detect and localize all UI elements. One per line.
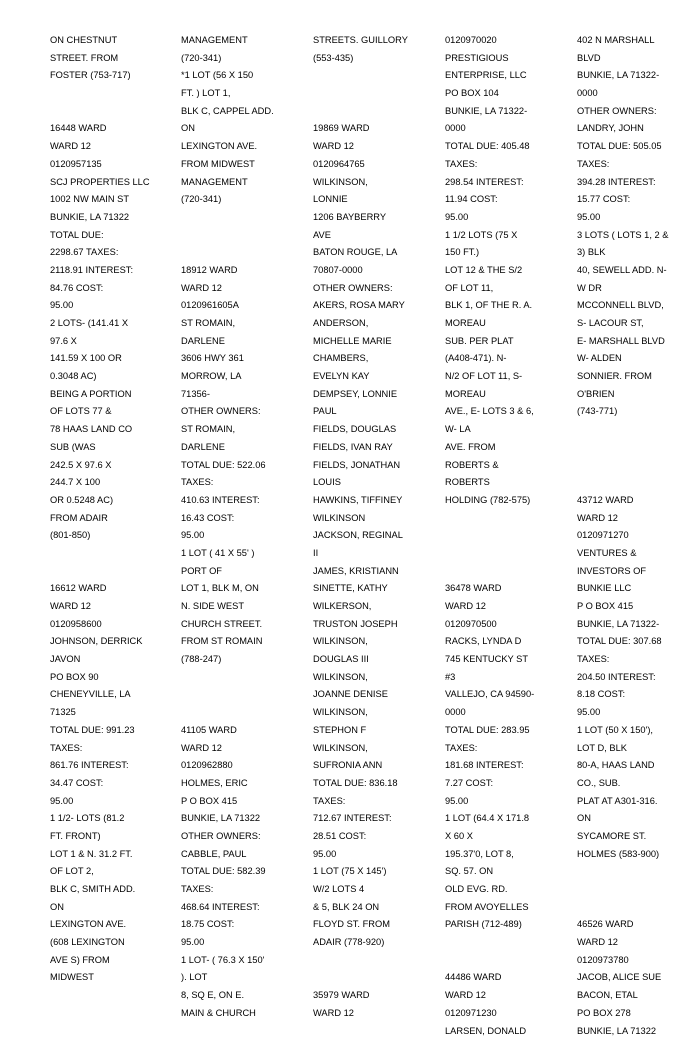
text-line: 16612 WARD [50, 580, 170, 598]
text-line [181, 686, 301, 704]
text-line [50, 103, 170, 121]
text-line: 2298.67 TAXES: [50, 244, 170, 262]
text-line: MANAGEMENT [181, 32, 301, 50]
text-line: 0120971270 [577, 527, 692, 545]
text-line: PORT OF [181, 563, 301, 581]
text-line: AVE. FROM [445, 439, 565, 457]
text-line: FIELDS, JONATHAN [313, 457, 433, 475]
text-line: TAXES: [50, 740, 170, 758]
text-line: CHURCH STREET. [181, 616, 301, 634]
text-line: 36478 WARD [445, 580, 565, 598]
text-line: HAWKINS, TIFFINEY [313, 492, 433, 510]
text-line: BUNKIE, LA 71322 [577, 1023, 692, 1040]
text-line: 394.28 INTEREST: [577, 174, 692, 192]
text-line: WARD 12 [50, 138, 170, 156]
text-line: JOHNSON, DERRICK [50, 633, 170, 651]
text-line: VENTURES & [577, 545, 692, 563]
text-line: ADAIR (778-920) [313, 934, 433, 952]
text-line: 0120970020 [445, 32, 565, 50]
text-line [445, 952, 565, 970]
text-line: TAXES: [577, 156, 692, 174]
text-line: BUNKIE, LA 71322 [50, 209, 170, 227]
text-line: 298.54 INTEREST: [445, 174, 565, 192]
text-line: 0120962880 [181, 757, 301, 775]
text-line: TAXES: [313, 793, 433, 811]
text-column-5 [577, 32, 692, 1040]
text-line [313, 969, 433, 987]
text-line: BUNKIE, LA 71322- [577, 67, 692, 85]
text-line [445, 545, 565, 563]
text-line: OTHER OWNERS: [577, 103, 692, 121]
text-line: TOTAL DUE: 582.39 [181, 863, 301, 881]
text-line: 16.43 COST: [181, 510, 301, 528]
text-line: 8, SQ E, ON E. [181, 987, 301, 1005]
text-line [577, 439, 692, 457]
text-line: ST ROMAIN, [181, 315, 301, 333]
text-line: EVELYN KAY [313, 368, 433, 386]
text-line: 18.75 COST: [181, 916, 301, 934]
text-line: WARD 12 [313, 1005, 433, 1023]
text-line: 95.00 [445, 793, 565, 811]
text-line: WARD 12 [577, 934, 692, 952]
text-line: BUNKIE LLC [577, 580, 692, 598]
text-line: PO BOX 278 [577, 1005, 692, 1023]
text-line: RACKS, LYNDA D [445, 633, 565, 651]
text-line: TOTAL DUE: 522.06 [181, 457, 301, 475]
text-line: LONNIE [313, 191, 433, 209]
text-line: LARSEN, DONALD [445, 1023, 565, 1040]
text-line: W DR [577, 280, 692, 298]
text-line: 1 1/2- LOTS (81.2 [50, 810, 170, 828]
text-line: 95.00 [577, 704, 692, 722]
text-line: 0120973780 [577, 952, 692, 970]
text-line: 861.76 INTEREST: [50, 757, 170, 775]
text-line [313, 67, 433, 85]
text-line: W/2 LOTS 4 [313, 881, 433, 899]
text-line: SQ. 57. ON [445, 863, 565, 881]
text-line: 84.76 COST: [50, 280, 170, 298]
text-line: DARLENE [181, 439, 301, 457]
text-line: LOT D, BLK [577, 740, 692, 758]
text-line: VALLEJO, CA 94590- [445, 686, 565, 704]
text-line: 7.27 COST: [445, 775, 565, 793]
text-line: FT. ) LOT 1, [181, 85, 301, 103]
text-line: 71325 [50, 704, 170, 722]
text-line: E- MARSHALL BLVD [577, 333, 692, 351]
text-line: TAXES: [181, 474, 301, 492]
text-line: 0120971230 [445, 1005, 565, 1023]
text-line: MIDWEST [50, 969, 170, 987]
text-line [577, 457, 692, 475]
text-line [50, 85, 170, 103]
text-line: 46526 WARD [577, 916, 692, 934]
text-line: OF LOTS 77 & [50, 403, 170, 421]
text-line: 78 HAAS LAND CO [50, 421, 170, 439]
text-line [445, 527, 565, 545]
text-line: CHENEYVILLE, LA [50, 686, 170, 704]
text-line: 712.67 INTEREST: [313, 810, 433, 828]
text-line: OTHER OWNERS: [313, 280, 433, 298]
text-line: ROBERTS & [445, 457, 565, 475]
text-line [313, 85, 433, 103]
text-line: BACON, ETAL [577, 987, 692, 1005]
text-line: P O BOX 415 [577, 598, 692, 616]
text-line: 195.37'0, LOT 8, [445, 846, 565, 864]
text-line [577, 421, 692, 439]
text-line: WILKINSON, [313, 704, 433, 722]
text-line: FT. FRONT) [50, 828, 170, 846]
text-line: BLK 1, OF THE R. A. [445, 297, 565, 315]
text-line: 71356- [181, 386, 301, 404]
text-line: WARD 12 [577, 510, 692, 528]
text-line: OR 0.5248 AC) [50, 492, 170, 510]
text-line: 402 N MARSHALL [577, 32, 692, 50]
text-line: LOT 12 & THE S/2 [445, 262, 565, 280]
text-line: STEPHON F [313, 722, 433, 740]
text-line: FROM MIDWEST [181, 156, 301, 174]
text-line: 0120957135 [50, 156, 170, 174]
text-line: TAXES: [445, 156, 565, 174]
text-line [181, 669, 301, 687]
text-line [313, 103, 433, 121]
text-line: ANDERSON, [313, 315, 433, 333]
text-line: SYCAMORE ST. [577, 828, 692, 846]
text-line: BUNKIE, LA 71322 [181, 810, 301, 828]
text-line: 1 LOT ( 41 X 55' ) [181, 545, 301, 563]
text-line: LANDRY, JOHN [577, 120, 692, 138]
text-line: TRUSTON JOSEPH [313, 616, 433, 634]
text-line: 44486 WARD [445, 969, 565, 987]
text-line: 141.59 X 100 OR [50, 350, 170, 368]
text-line: 0000 [445, 120, 565, 138]
text-line: 97.6 X [50, 333, 170, 351]
text-line: BLVD [577, 50, 692, 68]
text-line: 95.00 [445, 209, 565, 227]
text-line: 0120961605A [181, 297, 301, 315]
text-line: 28.51 COST: [313, 828, 433, 846]
text-line: OLD EVG. RD. [445, 881, 565, 899]
text-column-3 [313, 32, 433, 1023]
text-line: ON [50, 899, 170, 917]
text-line: 95.00 [50, 297, 170, 315]
text-line: ). LOT [181, 969, 301, 987]
text-line: S- LACOUR ST, [577, 315, 692, 333]
text-line: FROM ADAIR [50, 510, 170, 528]
text-line: LOT 1 & N. 31.2 FT. [50, 846, 170, 864]
text-line: WARD 12 [181, 280, 301, 298]
text-line: 3606 HWY 361 [181, 350, 301, 368]
text-line: 70807-0000 [313, 262, 433, 280]
text-line: CHAMBERS, [313, 350, 433, 368]
text-line: 204.50 INTEREST: [577, 669, 692, 687]
text-line: DOUGLAS III [313, 651, 433, 669]
text-line: HOLMES, ERIC [181, 775, 301, 793]
text-line [445, 934, 565, 952]
text-line: MOREAU [445, 386, 565, 404]
text-line: FIELDS, DOUGLAS [313, 421, 433, 439]
text-line: X 60 X [445, 828, 565, 846]
text-line: (743-771) [577, 403, 692, 421]
text-line: MICHELLE MARIE [313, 333, 433, 351]
text-line: WARD 12 [50, 598, 170, 616]
text-line: LOUIS [313, 474, 433, 492]
text-line: ST ROMAIN, [181, 421, 301, 439]
text-line: MAIN & CHURCH [181, 1005, 301, 1023]
text-line: SUB. PER PLAT [445, 333, 565, 351]
text-line: WARD 12 [445, 598, 565, 616]
text-line: TAXES: [577, 651, 692, 669]
text-line: 1 LOT (50 X 150'), [577, 722, 692, 740]
text-line: ON [577, 810, 692, 828]
text-line: 1 LOT- ( 76.3 X 150' [181, 952, 301, 970]
text-line: MCCONNELL BLVD, [577, 297, 692, 315]
text-line: BUNKIE, LA 71322- [445, 103, 565, 121]
text-line: (608 LEXINGTON [50, 934, 170, 952]
text-line: HOLMES (583-900) [577, 846, 692, 864]
text-line: 80-A, HAAS LAND [577, 757, 692, 775]
text-line: TOTAL DUE: 283.95 [445, 722, 565, 740]
text-line: TOTAL DUE: 991.23 [50, 722, 170, 740]
text-line: 34.47 COST: [50, 775, 170, 793]
text-line: (A408-471). N- [445, 350, 565, 368]
text-line: 18912 WARD [181, 262, 301, 280]
text-line: CABBLE, PAUL [181, 846, 301, 864]
text-line: OTHER OWNERS: [181, 403, 301, 421]
text-line: OF LOT 2, [50, 863, 170, 881]
text-line: FROM AVOYELLES [445, 899, 565, 917]
text-line: 95.00 [577, 209, 692, 227]
text-line: TOTAL DUE: 307.68 [577, 633, 692, 651]
text-line: (788-247) [181, 651, 301, 669]
text-line: 3 LOTS ( LOTS 1, 2 & [577, 227, 692, 245]
text-line: PRESTIGIOUS [445, 50, 565, 68]
text-line [445, 510, 565, 528]
text-line: TOTAL DUE: [50, 227, 170, 245]
text-line: AVE S) FROM [50, 952, 170, 970]
text-line: *1 LOT (56 X 150 [181, 67, 301, 85]
text-line: ROBERTS [445, 474, 565, 492]
text-line [577, 863, 692, 881]
text-column-1 [50, 32, 170, 987]
text-line: 16448 WARD [50, 120, 170, 138]
text-line: 150 FT.) [445, 244, 565, 262]
text-line: SINETTE, KATHY [313, 580, 433, 598]
text-line: 95.00 [50, 793, 170, 811]
text-line: AVE., E- LOTS 3 & 6, [445, 403, 565, 421]
text-line: 15.77 COST: [577, 191, 692, 209]
text-line: 0120970500 [445, 616, 565, 634]
text-line: JACOB, ALICE SUE [577, 969, 692, 987]
text-line: STREET. FROM [50, 50, 170, 68]
text-line [577, 881, 692, 899]
text-line: WILKINSON, [313, 740, 433, 758]
text-line: BUNKIE, LA 71322- [577, 616, 692, 634]
text-line: OTHER OWNERS: [181, 828, 301, 846]
text-line: LOT 1, BLK M, ON [181, 580, 301, 598]
text-line: ON [181, 120, 301, 138]
text-line: SCJ PROPERTIES LLC [50, 174, 170, 192]
text-line: OF LOT 11, [445, 280, 565, 298]
text-line: LEXINGTON AVE. [50, 916, 170, 934]
text-line [50, 563, 170, 581]
text-line: MORROW, LA [181, 368, 301, 386]
text-line: (720-341) [181, 50, 301, 68]
text-line: JOANNE DENISE [313, 686, 433, 704]
text-line: N/2 OF LOT 11, S- [445, 368, 565, 386]
text-line: (801-850) [50, 527, 170, 545]
text-line: BLK C, CAPPEL ADD. [181, 103, 301, 121]
text-line: N. SIDE WEST [181, 598, 301, 616]
text-line: PLAT AT A301-316. [577, 793, 692, 811]
text-line: DEMPSEY, LONNIE [313, 386, 433, 404]
text-line [577, 899, 692, 917]
text-line: WARD 12 [181, 740, 301, 758]
text-line: 1206 BAYBERRY [313, 209, 433, 227]
text-line: TOTAL DUE: 405.48 [445, 138, 565, 156]
text-line: BATON ROUGE, LA [313, 244, 433, 262]
text-line: TAXES: [445, 740, 565, 758]
text-line: 0000 [445, 704, 565, 722]
text-line: WARD 12 [445, 987, 565, 1005]
text-line: PAUL [313, 403, 433, 421]
text-line: 3) BLK [577, 244, 692, 262]
text-line: W- ALDEN [577, 350, 692, 368]
text-line: BLK C, SMITH ADD. [50, 881, 170, 899]
text-line [181, 209, 301, 227]
text-line: 0120964765 [313, 156, 433, 174]
text-line: 1002 NW MAIN ST [50, 191, 170, 209]
text-line: WILKINSON [313, 510, 433, 528]
text-line: 0000 [577, 85, 692, 103]
text-line: W- LA [445, 421, 565, 439]
text-line: 19869 WARD [313, 120, 433, 138]
text-line: 95.00 [181, 934, 301, 952]
text-line: AVE [313, 227, 433, 245]
text-line: PARISH (712-489) [445, 916, 565, 934]
text-line: DARLENE [181, 333, 301, 351]
text-line: SUFRONIA ANN [313, 757, 433, 775]
text-line: 43712 WARD [577, 492, 692, 510]
text-line: TAXES: [181, 881, 301, 899]
text-line [181, 244, 301, 262]
text-line: JACKSON, REGINAL [313, 527, 433, 545]
text-line: (720-341) [181, 191, 301, 209]
text-line: TOTAL DUE: 836.18 [313, 775, 433, 793]
text-line [445, 563, 565, 581]
text-line: 1 LOT (75 X 145') [313, 863, 433, 881]
text-line: MOREAU [445, 315, 565, 333]
text-line: INVESTORS OF [577, 563, 692, 581]
text-line: TOTAL DUE: 505.05 [577, 138, 692, 156]
text-line: ON CHESTNUT [50, 32, 170, 50]
text-line: 95.00 [313, 846, 433, 864]
text-line: WILKERSON, [313, 598, 433, 616]
text-line: PO BOX 104 [445, 85, 565, 103]
text-line: 244.7 X 100 [50, 474, 170, 492]
text-line: JAMES, KRISTIANN [313, 563, 433, 581]
text-line: WILKINSON, [313, 669, 433, 687]
text-line: SONNIER. FROM [577, 368, 692, 386]
text-line: FIELDS, IVAN RAY [313, 439, 433, 457]
text-line: LEXINGTON AVE. [181, 138, 301, 156]
text-line: 11.94 COST: [445, 191, 565, 209]
text-line [313, 952, 433, 970]
text-line [181, 227, 301, 245]
text-line: MANAGEMENT [181, 174, 301, 192]
text-line: AKERS, ROSA MARY [313, 297, 433, 315]
text-line: BEING A PORTION [50, 386, 170, 404]
text-column-4 [445, 32, 565, 1040]
text-line: FOSTER (753-717) [50, 67, 170, 85]
text-line [577, 474, 692, 492]
text-line: P O BOX 415 [181, 793, 301, 811]
text-line: HOLDING (782-575) [445, 492, 565, 510]
text-line: #3 [445, 669, 565, 687]
text-line: WILKINSON, [313, 174, 433, 192]
text-line: JAVON [50, 651, 170, 669]
text-line: FROM ST ROMAIN [181, 633, 301, 651]
text-line: (553-435) [313, 50, 433, 68]
text-line: 410.63 INTEREST: [181, 492, 301, 510]
text-line: 35979 WARD [313, 987, 433, 1005]
text-line: 0120958600 [50, 616, 170, 634]
text-line: 95.00 [181, 527, 301, 545]
text-line: 8.18 COST: [577, 686, 692, 704]
text-line: 2118.91 INTEREST: [50, 262, 170, 280]
text-line: 1 LOT (64.4 X 171.8 [445, 810, 565, 828]
text-line: 242.5 X 97.6 X [50, 457, 170, 475]
text-line: WILKINSON, [313, 633, 433, 651]
text-line: 0.3048 AC) [50, 368, 170, 386]
text-line: ENTERPRISE, LLC [445, 67, 565, 85]
text-line: 41105 WARD [181, 722, 301, 740]
text-line: FLOYD ST. FROM [313, 916, 433, 934]
text-line: O'BRIEN [577, 386, 692, 404]
text-line: CO., SUB. [577, 775, 692, 793]
text-line: SUB (WAS [50, 439, 170, 457]
text-column-2 [181, 32, 301, 1023]
text-line: & 5, BLK 24 ON [313, 899, 433, 917]
text-line: PO BOX 90 [50, 669, 170, 687]
text-line: 468.64 INTEREST: [181, 899, 301, 917]
text-line: 1 1/2 LOTS (75 X [445, 227, 565, 245]
text-line: 745 KENTUCKY ST [445, 651, 565, 669]
text-line [50, 545, 170, 563]
text-line: 181.68 INTEREST: [445, 757, 565, 775]
text-line: 40, SEWELL ADD. N- [577, 262, 692, 280]
text-line: STREETS. GUILLORY [313, 32, 433, 50]
text-line: 2 LOTS- (141.41 X [50, 315, 170, 333]
text-line [181, 704, 301, 722]
text-line: II [313, 545, 433, 563]
text-line: WARD 12 [313, 138, 433, 156]
